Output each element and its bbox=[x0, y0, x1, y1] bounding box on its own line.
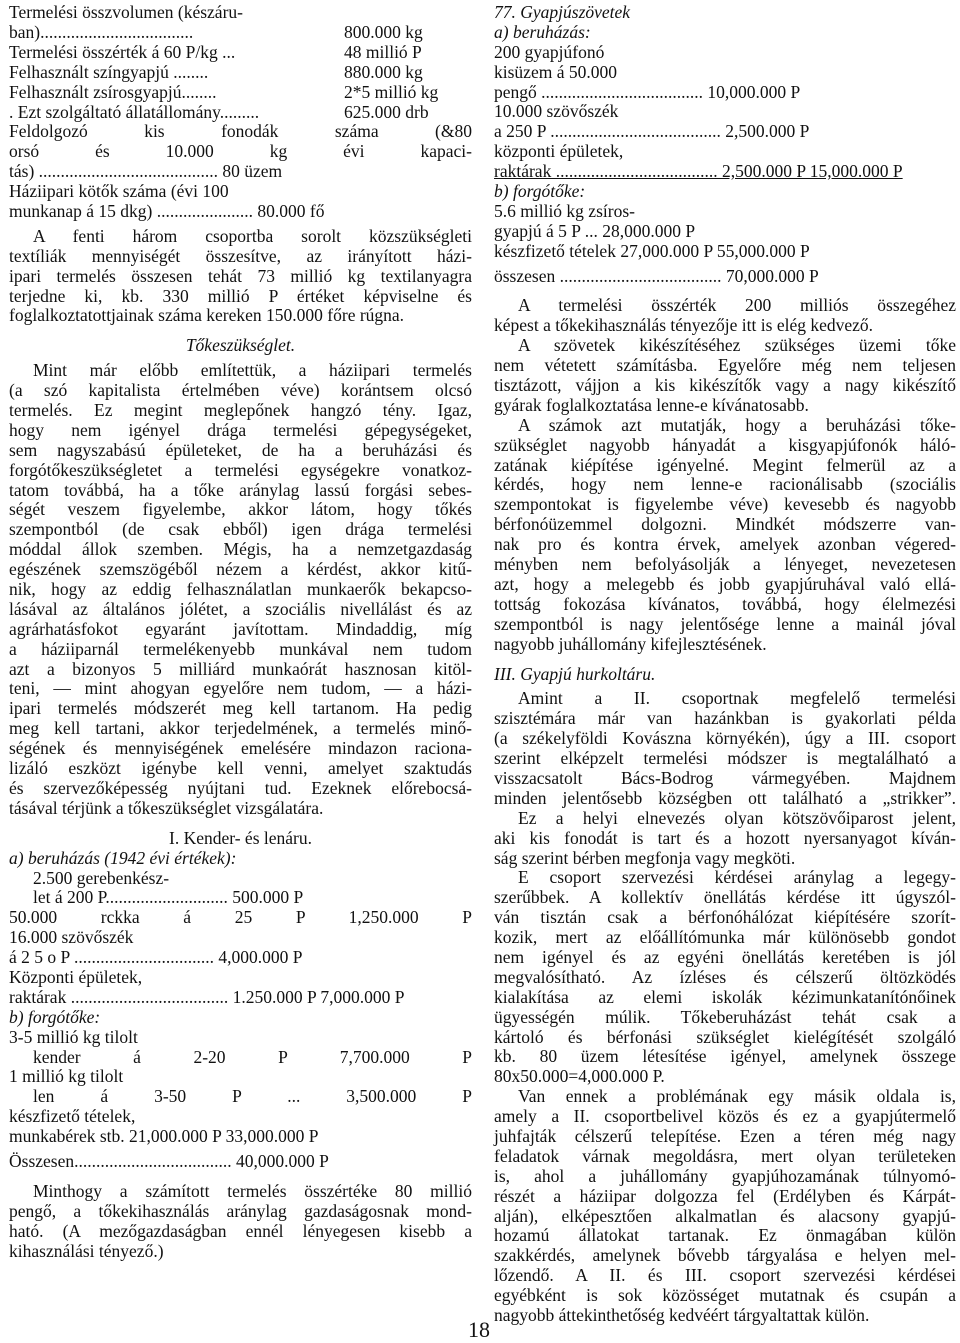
paragraph-line: nak pro és kontra érvek, amelyek azonban végered- bbox=[494, 534, 956, 555]
stat-row: ban)................................... 800.000 kg bbox=[9, 21, 423, 42]
page-number: 18 bbox=[468, 1317, 490, 1342]
paragraph-line: tottság fokozása kívánatos, továbbá, hogy élelmezési bbox=[494, 593, 956, 614]
paragraph-line: egyébként is sok közösséget mutatnak és csupán a bbox=[494, 1285, 956, 1306]
total-line: Összesen.................................... 40,000.000 P bbox=[9, 1150, 329, 1171]
working-capital-line: 3-5 millió kg tilolt bbox=[9, 1026, 138, 1047]
paragraph-line: szempontból is nagy jelentősége lenne a mainál jóval bbox=[494, 613, 956, 634]
working-capital-line: gyapjú á 5 P ... 28,000.000 P bbox=[494, 220, 696, 241]
paragraph-line: tatom továbbá, ha a tőke aránylag lassú forgási sebes- bbox=[9, 479, 472, 500]
stat-line: orsó és 10.000 kg évi kapaci- bbox=[9, 141, 472, 162]
working-capital-line: len á 3-50 P ... 3,500.000 P bbox=[33, 1086, 472, 1107]
investment-line: kisüzem á 50.000 bbox=[494, 61, 617, 82]
paragraph-line: ság szerint bérben megfonja vagy megköti. bbox=[494, 847, 796, 868]
investment-line: 16.000 szövőszék bbox=[9, 927, 134, 948]
paragraph-line: lőzendő. A II. és III. csoport szervezési kérdései bbox=[494, 1265, 956, 1286]
investment-line: Központi épületek, bbox=[9, 966, 143, 987]
paragraph-line: agrárhatásfokot egyaránt javítottam. Mindaddig, míg bbox=[9, 618, 472, 639]
investment-line: 50.000 rckka á 25 P 1,250.000 P bbox=[9, 907, 472, 928]
paragraph-line: ható. (A mezőgazdaságban ennél lényegesen kisebb a bbox=[9, 1220, 472, 1241]
paragraph-line: (a székelyföldi Kovászna környékén), úgy a III. csoport bbox=[494, 728, 956, 749]
paragraph-line: foglalkoztatottjainak száma kereken 150.000 főre rúgna. bbox=[9, 305, 405, 326]
investment-line: 10.000 szövőszék bbox=[494, 101, 619, 122]
paragraph-line: (a szó kapitalista értelmében véve) korántsem olcsó bbox=[9, 380, 472, 401]
subheading: b) forgótőke: bbox=[494, 181, 586, 202]
section-heading: III. Gyapjú hurkoltáru. bbox=[494, 663, 656, 684]
paragraph-line: kártoló és bérfonási szükséglet kielégítését szolgáló bbox=[494, 1026, 956, 1047]
paragraph-line: alján), elképesztően alkalmatlan és alacsony gyapjú- bbox=[494, 1205, 956, 1226]
paragraph-line: kialakítása az elemi iskolák kézimunkatanítónőinek bbox=[494, 986, 956, 1007]
stat-line: Feldolgozó kis fonodák száma (&80 bbox=[9, 121, 472, 142]
paragraph-line: terjedne ki, kb. 330 millió P értéket képviselne és bbox=[9, 285, 472, 306]
investment-line: 200 gyapjúfonó bbox=[494, 41, 605, 62]
paragraph-line: szempontokat is figyelembe véve) kevesebb és nagyobb bbox=[494, 494, 956, 515]
paragraph-line: szerűbbek. A kollektív önellátás kérdése itt úgyszól- bbox=[494, 887, 956, 908]
paragraph-line: juhfajták célszerű telepítése. Ezen a téren még nagy bbox=[494, 1125, 956, 1146]
working-capital-line: munkabérek stb. 21,000.000 P 33,000.000 P bbox=[9, 1126, 319, 1147]
paragraph-line: meg kell tartani, akkor terjedelmének, a termelés minő- bbox=[9, 718, 472, 739]
paragraph-line: kozik, mert az előállítómunka már különösebb gondot bbox=[494, 927, 956, 948]
paragraph-line: sem nagyszabású épületeket, de ha a beruházási és bbox=[9, 439, 472, 460]
section-heading: I. Kender- és lenáru. bbox=[169, 827, 312, 848]
investment-line: 2.500 gerebenkész- bbox=[33, 867, 170, 888]
paragraph-line: minden jelentősebb községben ott található a „strikker”. bbox=[494, 787, 956, 808]
paragraph-line: A fenti három csoportba sorolt közszükségleti bbox=[33, 225, 472, 246]
paragraph-line: ván tisztán csak a bérfonóhálózat kiépítésére szorít- bbox=[494, 907, 956, 928]
paragraph-line: A termelési összérték 200 milliós összegéhez bbox=[518, 295, 956, 316]
paragraph-line: zatának kiépítése igényelné. Megint felmerül az a bbox=[494, 454, 956, 475]
paragraph-line: forgótőkeszükségletet a termelési egységekre vonatkoz- bbox=[9, 459, 472, 480]
paragraph-line: szerint elképzelt termelési módszer is megtalálható a bbox=[494, 748, 956, 769]
stat-line: Háziipari kötők száma (évi 100 bbox=[9, 181, 229, 202]
stat-line: tás) ......................................... 80 üzem bbox=[9, 161, 283, 182]
paragraph-line: ségének és mennyiségének emelésére mindazon raciona- bbox=[9, 738, 472, 759]
stat-line: munkanap á 15 dkg) ...................... 80.000 fő bbox=[9, 201, 325, 221]
paragraph-line: képest a tőkekihasználás tényezője itt is elég kedvező. bbox=[494, 315, 874, 336]
paragraph-line: kérdés, hogy nem lenne-e racionálisabb (szociális bbox=[494, 474, 956, 495]
investment-line: a 250 P ....................................... 2,500.000 P bbox=[494, 121, 810, 142]
paragraph-line: visszacsatolt Bács-Bodrog vármegyében. Majdnem bbox=[494, 767, 956, 788]
paragraph-line: kihasználási tényező.) bbox=[9, 1240, 164, 1261]
section-heading: Tőkeszükséglet. bbox=[185, 335, 296, 356]
paragraph-line: egészének szemszögéből nézem a kérdést, akkor kitű- bbox=[9, 559, 472, 580]
working-capital-line: készfizető tételek 27,000.000 P 55,000.000 P bbox=[494, 240, 810, 261]
paragraph-line: feladatok várnak megoldásra, mert olyan területeken bbox=[494, 1145, 956, 1166]
paragraph-line: nem igényel és az egyéni önellátás keretében is jól bbox=[494, 946, 956, 967]
paragraph-line: móddal állok szemben. Mégis, ha a nemzetgazdaság bbox=[9, 539, 472, 560]
paragraph-line: hogy nem igényel drága termelési gépegységeket, bbox=[9, 419, 472, 440]
paragraph-line: textíliák mennyiségét összesítve, az irányított házi- bbox=[9, 245, 472, 266]
stat-row: Felhasznált zsírosgyapjú........ 2*5 millió kg bbox=[9, 81, 439, 102]
paragraph-line: szempontból (de csak ebből) igen drága termelési bbox=[9, 519, 472, 540]
paragraph-line: gyárak foglalkoztatása lenne-e kívánatosabb. bbox=[494, 394, 809, 415]
paragraph-line: Amint a II. csoportnak megfelelő termelési bbox=[518, 688, 956, 709]
left-column bbox=[9, 3, 472, 1261]
paragraph-line: kb. 80 üzem létesítése igényel, amelynek összege bbox=[494, 1046, 956, 1067]
subheading: b) forgótőke: bbox=[9, 1006, 101, 1027]
paragraph-line: és szervezőképesség nyújtani tud. Ezeknek előrebocsá- bbox=[9, 777, 472, 798]
investment-line: raktárak ..................................... 2,500.000 P 15,000.000 P bbox=[494, 161, 903, 182]
paragraph-line: Van ennek a problémának egy másik oldala is, bbox=[518, 1086, 956, 1107]
working-capital-line: 5.6 millió kg zsíros- bbox=[494, 200, 635, 221]
paragraph-line: tásával térjünk a tőkeszükséglet vizsgálatára. bbox=[9, 797, 324, 818]
paragraph-line: Minthogy a számított termelés összértéke 80 millió bbox=[33, 1180, 472, 1201]
paragraph-line: ipari termelés összesen tehát 73 millió kg textilanyagra bbox=[9, 265, 472, 286]
paragraph-line: tisztázott, vájjon a kis kikészítők vagy a nagy kikészítő bbox=[494, 375, 956, 396]
paragraph-line: A számok azt mutatják, hogy a beruházási tőke- bbox=[518, 414, 956, 435]
paragraph-line: Ez a helyi elnevezés olyan kötszövőiparost jelent, bbox=[518, 807, 956, 828]
paragraph-line: amely a II. csoportbelivel közös és ez a gyapjútermelő bbox=[494, 1106, 956, 1127]
paragraph-line: termelés. Ez megint meglepőnek hangzó tény. Igaz, bbox=[9, 400, 472, 421]
paragraph-line: nem vétetett számításba. Egyelőre még nem teljesen bbox=[494, 355, 956, 376]
stat-row: Termelési összérték á 60 P/kg ... 48 millió P bbox=[9, 41, 422, 62]
paragraph-line: Mint már előbb említettük, a háziipari termelés bbox=[33, 360, 472, 381]
stat-row: . Ezt szolgáltató állatállomány......... 625.000 drb bbox=[9, 101, 429, 122]
subheading: a) beruházás (1942 évi értékek): bbox=[9, 847, 237, 868]
paragraph-line: aki kis fonodát is tart és a hozott nyersanyagot kíván- bbox=[494, 827, 956, 848]
paragraph-line: E csoport szervezési kérdései aránylag a legegy- bbox=[518, 867, 956, 888]
paragraph-line: is, ahol a juhállomány gyapjúhozamának túlnyomó- bbox=[494, 1165, 956, 1186]
paragraph-line: a háziiparnál termelékenyebb munkával nem tudom bbox=[9, 638, 472, 659]
paragraph-line: azt a bizonyos 5 milliárd munkaórát hasznosan kitöl- bbox=[9, 658, 472, 679]
paragraph-line: lásával az általános jólétet, a szociális nivellálást és az bbox=[9, 598, 472, 619]
paragraph-line: ségét veszem figyelembe, akkor látom, hogy tőkés bbox=[9, 499, 472, 520]
paragraph-line: megvalósítható. Az ízléses és célszerű öltözködés bbox=[494, 966, 956, 987]
investment-line: á 2 5 o P ................................ 4,000.000 P bbox=[9, 947, 303, 968]
paragraph-line: 80x50.000=4,000.000 P. bbox=[494, 1066, 665, 1087]
working-capital-line: 1 millió kg tilolt bbox=[9, 1066, 124, 1087]
paragraph-line: ügyességén múlik. Tőkeberuházást tehát csak a bbox=[494, 1006, 956, 1027]
paragraph-line: pengő, a tőkekihasználás aránylag gazdaságosnak mond- bbox=[9, 1200, 472, 1221]
paragraph-line: szükséglet nagyobb hányadát a kisgyapjúfonók háló- bbox=[494, 434, 956, 455]
section-heading: 77. Gyapjúszövetek bbox=[494, 2, 631, 22]
paragraph-line: hozamú állatokat tartanak. Ez önmagában külön bbox=[494, 1225, 956, 1246]
total-line: összesen ..................................... 70,000.000 P bbox=[494, 265, 819, 286]
paragraph-line: azt, hogy a melegebb és jobb gyapjúruhával való ellá- bbox=[494, 573, 956, 594]
paragraph-line: részét a háziipar dolgozza fel (Erdélyben és Kárpát- bbox=[494, 1185, 956, 1206]
investment-line: központi épületek, bbox=[494, 141, 624, 162]
paragraph-line: nagyobb áttekinthetőség kedvéért tárgyaltattak külön. bbox=[494, 1305, 870, 1325]
right-column bbox=[494, 3, 956, 1326]
investment-line: pengő ..................................... 10,000.000 P bbox=[494, 81, 801, 102]
paragraph-line: szakkérdés, amelynek bővebb tárgyalása e helyen mel- bbox=[494, 1245, 956, 1266]
subheading: a) beruházás: bbox=[494, 21, 591, 42]
paragraph-line: A szövetek kikészítéséhez szükséges üzemi tőke bbox=[518, 335, 956, 356]
paragraph-line: lizáló eszközt igénybe kell venni, amelyet szaktudás bbox=[9, 758, 472, 779]
working-capital-line: kender á 2-20 P 7,700.000 P bbox=[33, 1046, 472, 1067]
stat-row: Termelési összvolumen (készáru- bbox=[9, 3, 243, 22]
paragraph-line: teni, — mint ahogyan egyelőre nem tudom, — a házi- bbox=[9, 678, 472, 699]
paragraph-line: ipari termelés módszerét meg kell tartanom. Ha pedig bbox=[9, 698, 472, 719]
paragraph-line: nagyobb juhállomány kifejlesztésének. bbox=[494, 633, 767, 654]
stat-row: Felhasznált színgyapjú ........ 880.000 kg bbox=[9, 61, 423, 82]
investment-line: raktárak .................................... 1.250.000 P 7,000.000 P bbox=[9, 986, 405, 1007]
paragraph-line: nik, hogy az eddig felhasználatlan munkaerők bekapcso- bbox=[9, 579, 472, 600]
investment-line: let á 200 P............................ 500.000 P bbox=[33, 887, 304, 908]
paragraph-line: szisztémára már van hazánkban is gyakorlati példa bbox=[494, 708, 956, 729]
working-capital-line: készfizető tételek, bbox=[9, 1106, 136, 1127]
paragraph-line: ményben nem befolyásolják a lényeget, nevezetesen bbox=[494, 554, 956, 575]
paragraph-line: bérfonóüzemmel dolgozni. Mindkét módszerre van- bbox=[494, 514, 956, 535]
